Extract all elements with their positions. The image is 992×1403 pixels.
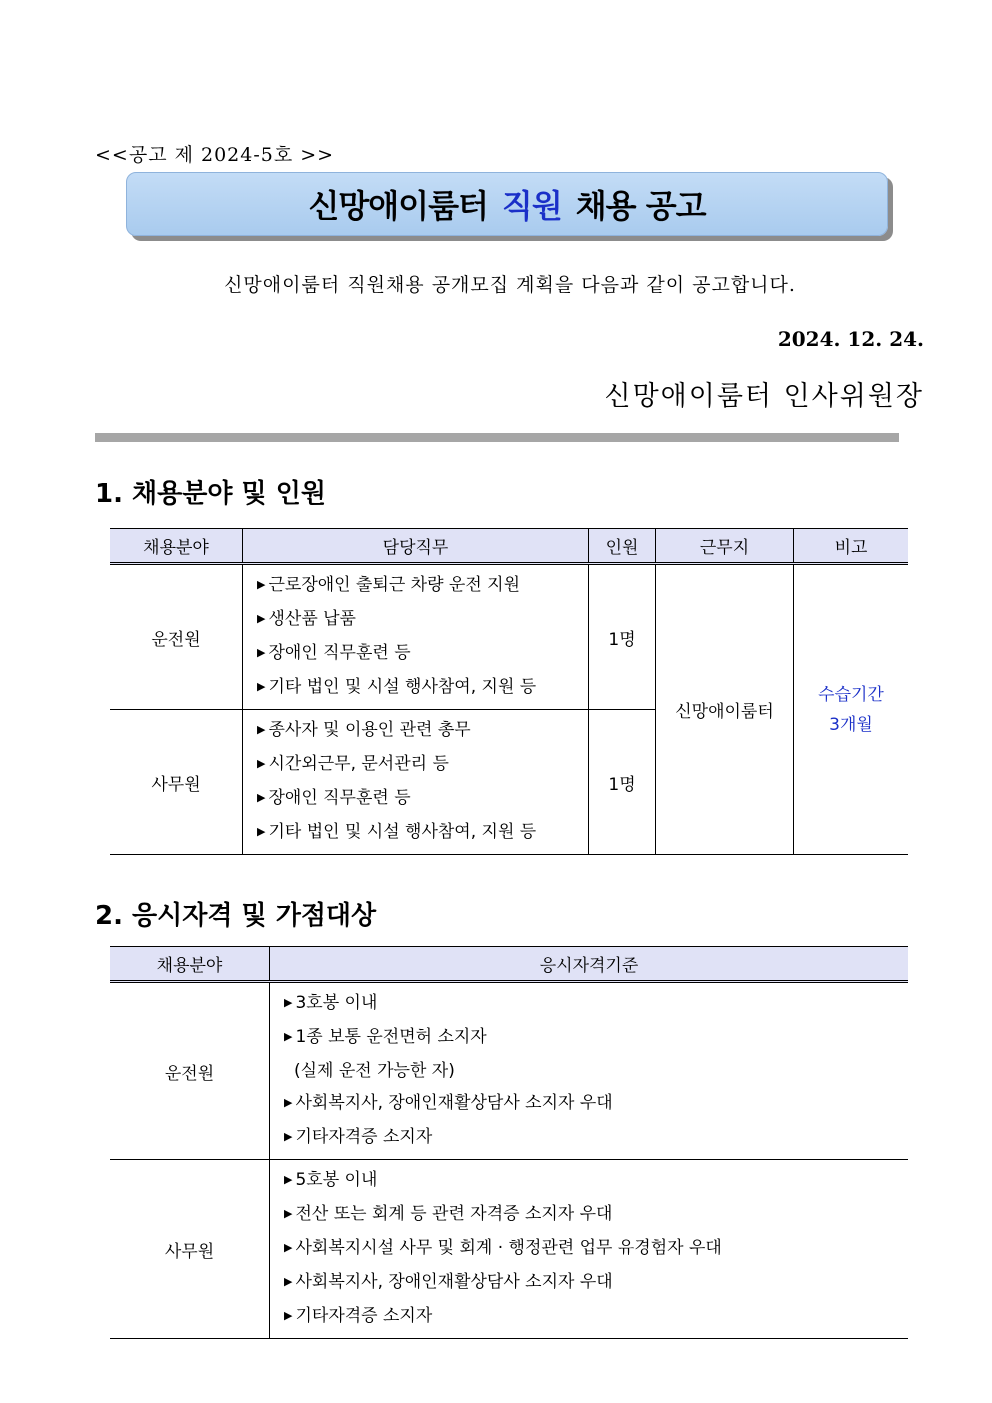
triangle-right-icon: ▶ (257, 578, 266, 591)
triangle-right-icon: ▶ (257, 680, 266, 693)
column-header: 인원 (589, 529, 656, 564)
banner-title-rest: 채용 공고 (575, 187, 706, 225)
list-item: ▶ 1종 보통 운전면허 소지자 (284, 1027, 487, 1047)
table-header (110, 947, 908, 982)
list-item: ▶ 장애인 직무훈련 등 (257, 643, 411, 663)
triangle-right-icon: ▶ (284, 1309, 293, 1322)
column-header: 응시자격기준 (270, 947, 909, 982)
triangle-right-icon: ▶ (284, 1207, 293, 1220)
list-item: ▶ 전산 또는 회계 등 관련 자격증 소지자 우대 (284, 1204, 613, 1224)
signer: 신망애이룸터 인사위원장 (604, 381, 924, 412)
triangle-right-icon: ▶ (257, 825, 266, 838)
section2-title: 2. 응시자격 및 가점대상 (95, 901, 377, 931)
field-cell: 사무원 (110, 710, 243, 855)
triangle-right-icon: ▶ (257, 723, 266, 736)
headcount-cell: 1명 (589, 564, 656, 710)
field-cell: 사무원 (110, 1160, 270, 1339)
list-item: ▶ 5호봉 이내 (284, 1170, 378, 1190)
triangle-right-icon: ▶ (284, 1173, 293, 1186)
list-item: ▶ 시간외근무, 문서관리 등 (257, 754, 449, 774)
list-item: ▶ 장애인 직무훈련 등 (257, 788, 411, 808)
triangle-right-icon: ▶ (257, 646, 266, 659)
list-item: (실제 운전 가능한 자) (294, 1061, 455, 1081)
list-item: ▶ 근로장애인 출퇴근 차량 운전 지원 (257, 575, 520, 595)
title-banner (126, 172, 888, 236)
banner-title-org: 신망애이룸터 (308, 187, 488, 225)
criteria-cell (270, 1160, 909, 1339)
table-row (110, 982, 908, 1160)
column-header: 근무지 (656, 529, 794, 564)
workplace-cell: 신망애이룸터 (656, 564, 794, 855)
triangle-right-icon: ▶ (284, 1096, 293, 1109)
list-item: ▶ 사회복지사, 장애인재활상담사 소지자 우대 (284, 1272, 613, 1292)
triangle-right-icon: ▶ (257, 757, 266, 770)
list-item: ▶ 3호봉 이내 (284, 993, 378, 1013)
table-header (110, 529, 908, 564)
field-cell: 운전원 (110, 982, 270, 1160)
triangle-right-icon: ▶ (284, 1130, 293, 1143)
duties-cell (243, 710, 589, 855)
banner-title-highlight: 직원 (501, 187, 562, 225)
list-item: ▶ 기타자격증 소지자 (284, 1306, 433, 1326)
triangle-right-icon: ▶ (284, 996, 293, 1009)
list-item: ▶ 기타 법인 및 시설 행사참여, 지원 등 (257, 822, 537, 842)
notice-date: 2024. 12. 24. (777, 327, 924, 351)
probation-period: 3개월 (829, 714, 873, 735)
field-cell: 운전원 (110, 564, 243, 710)
triangle-right-icon: ▶ (284, 1275, 293, 1288)
list-item: ▶ 생산품 납품 (257, 609, 356, 629)
qualification-table (110, 946, 908, 1339)
list-item: ▶ 종사자 및 이용인 관련 총무 (257, 720, 471, 740)
list-item: ▶ 기타 법인 및 시설 행사참여, 지원 등 (257, 677, 537, 697)
notice-number: <<공고 제 2024-5호 >> (95, 144, 335, 166)
list-item: ▶ 사회복지시설 사무 및 회계 · 행정관련 업무 유경험자 우대 (284, 1238, 722, 1258)
note-cell (794, 564, 909, 855)
triangle-right-icon: ▶ (284, 1241, 293, 1254)
triangle-right-icon: ▶ (284, 1030, 293, 1043)
column-header: 비고 (794, 529, 909, 564)
column-header: 채용분야 (110, 529, 243, 564)
criteria-cell (270, 982, 909, 1160)
intro-text: 신망애이룸터 직원채용 공개모집 계획을 다음과 같이 공고합니다. (224, 274, 796, 296)
triangle-right-icon: ▶ (257, 791, 266, 804)
list-item: ▶ 사회복지사, 장애인재활상담사 소지자 우대 (284, 1093, 613, 1113)
table-row (110, 1160, 908, 1339)
recruitment-table (110, 528, 908, 855)
section1-title: 1. 채용분야 및 인원 (95, 479, 326, 509)
triangle-right-icon: ▶ (257, 612, 266, 625)
list-item: ▶ 기타자격증 소지자 (284, 1127, 433, 1147)
probation-label: 수습기간 (818, 684, 884, 705)
column-header: 담당직무 (243, 529, 589, 564)
table-row (110, 564, 908, 710)
duties-cell (243, 564, 589, 710)
headcount-cell: 1명 (589, 710, 656, 855)
column-header: 채용분야 (110, 947, 270, 982)
divider (95, 433, 899, 442)
